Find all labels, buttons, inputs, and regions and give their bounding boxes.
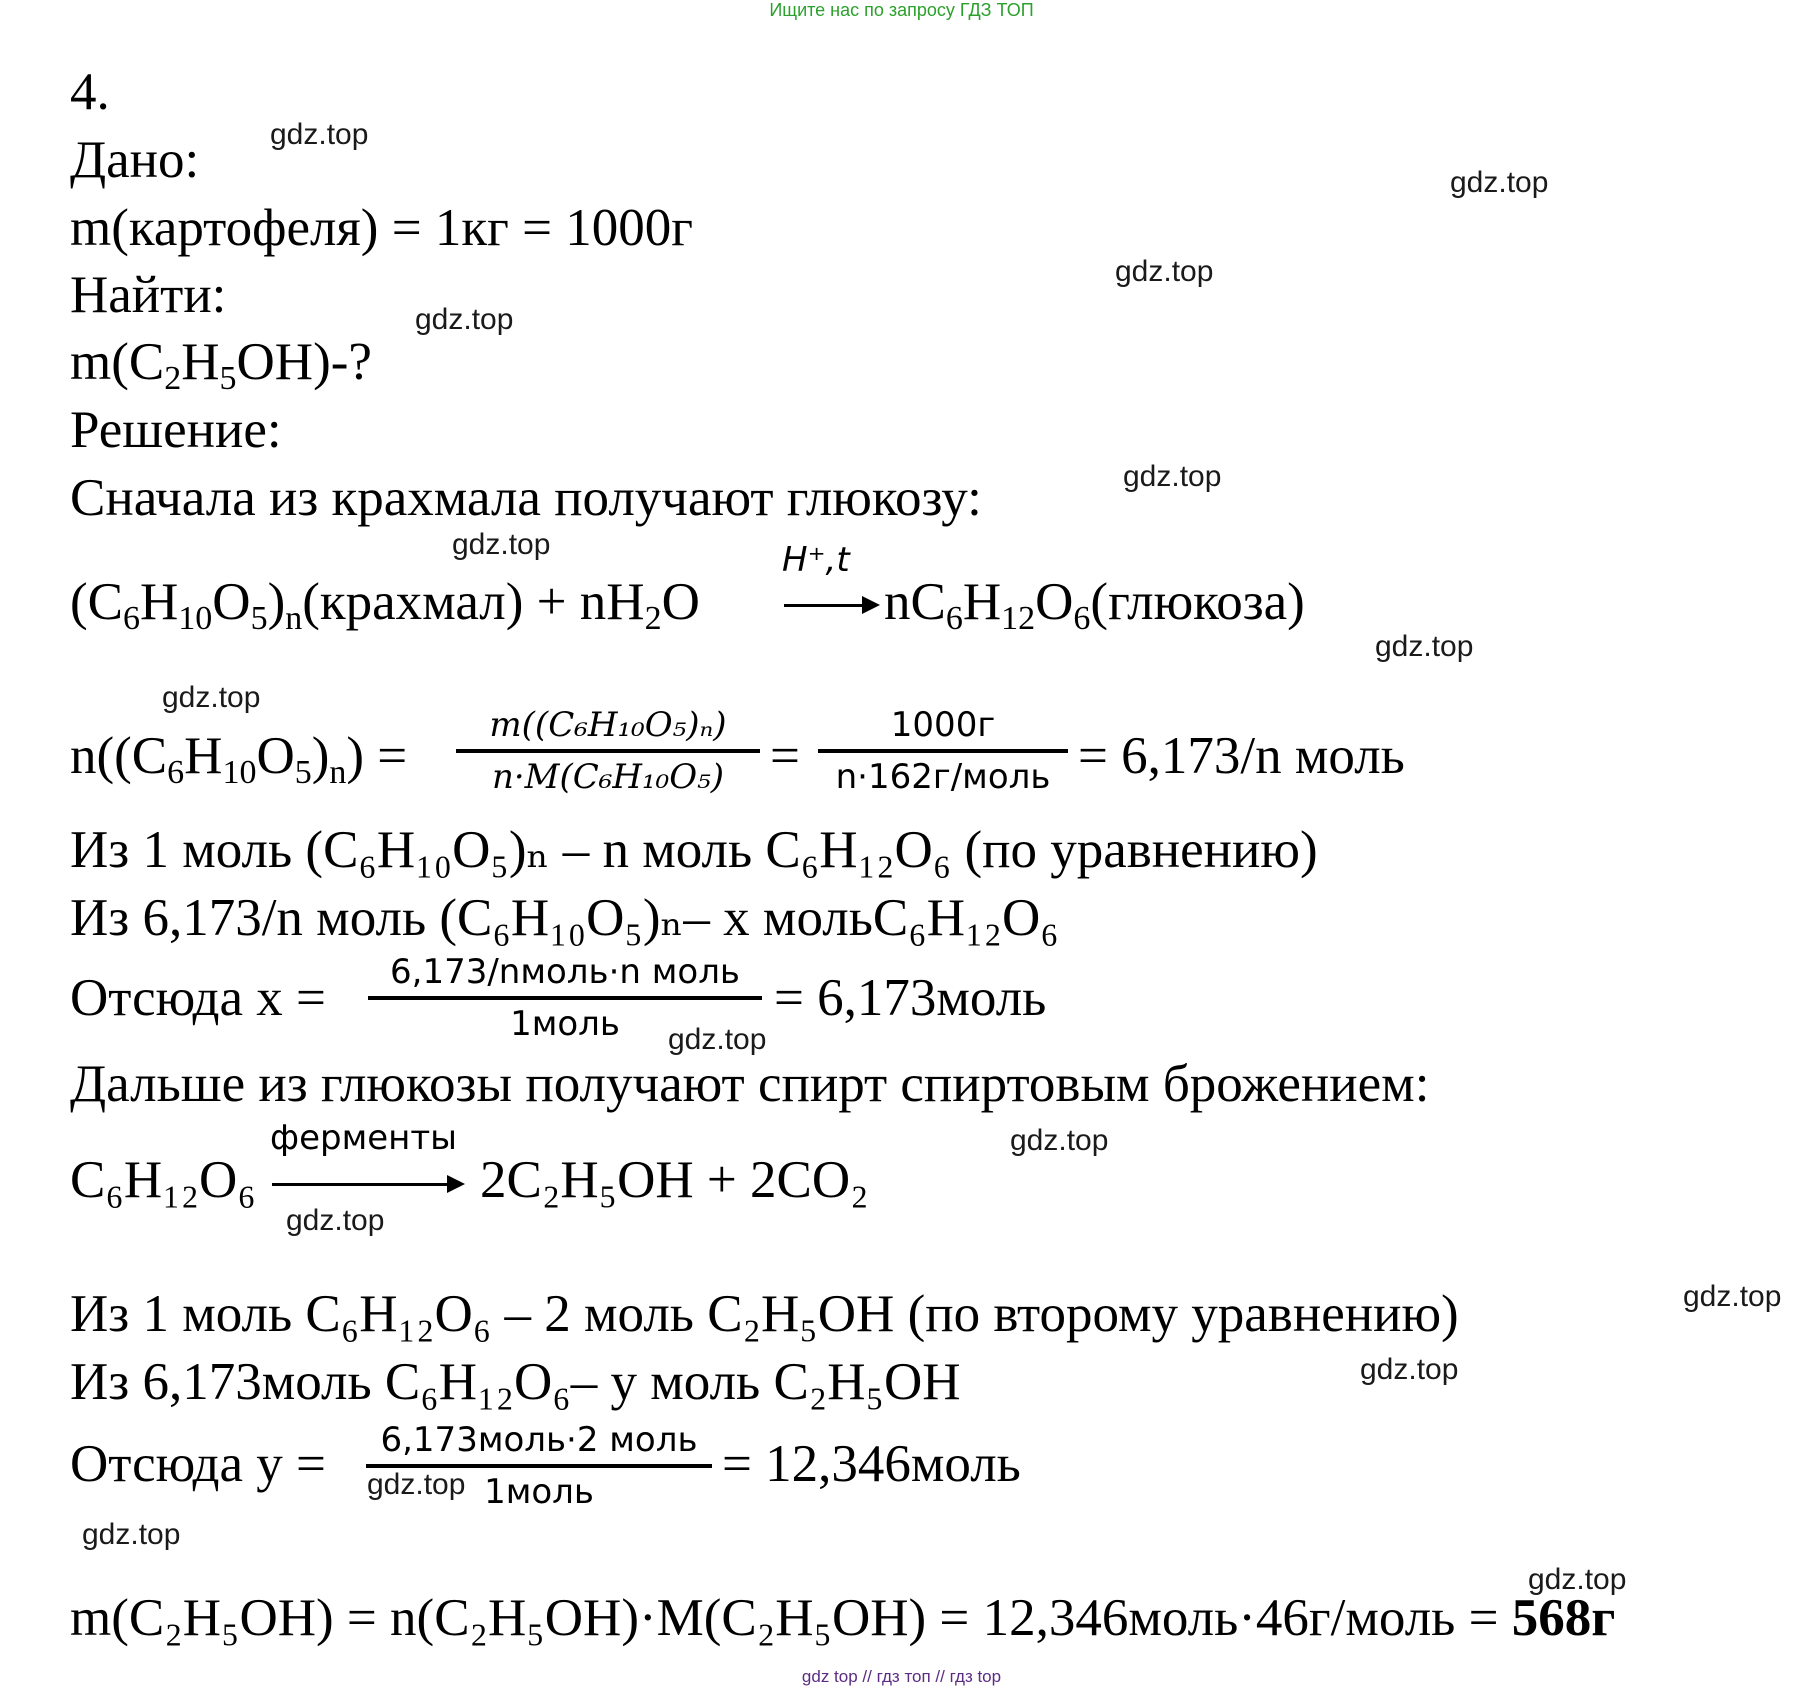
watermark: gdz.top <box>1528 1563 1627 1596</box>
find-suffix: OH)-? <box>236 333 372 391</box>
reaction2-arrow-head <box>447 1175 465 1193</box>
find-value: $m(C_2H_5OH)-$? <box>70 333 372 397</box>
final-answer: 568г <box>1511 1589 1616 1647</box>
reaction2-left: C₆H₁₂O₆ <box>70 1151 256 1209</box>
moles-fraction1: $\frac{\text{m((C₆H₁₀O₅)ₙ)}}{\text{n·M(C₆H₁₀O₅)}}$ <box>456 705 760 797</box>
watermark: gdz.top <box>1683 1280 1782 1313</box>
watermark: gdz.top <box>270 118 369 151</box>
watermark: gdz.top <box>1010 1124 1109 1157</box>
ratio2: Из 6,173/n моль (C₆H₁₀O₅)ₙ– x мольC₆H₁₂O₆ <box>70 889 1059 947</box>
reaction2-catalyst: ферменты <box>270 1118 458 1158</box>
x-prefix: Отсюда x = <box>70 969 326 1027</box>
moles-fraction2: 1000г n·162г/моль <box>818 705 1068 797</box>
y-result: = 12,346моль <box>722 1435 1021 1493</box>
watermark: gdz.top <box>82 1518 181 1551</box>
problem-number: 4. <box>70 63 110 121</box>
reaction1-catalyst: H⁺,t <box>782 540 850 580</box>
watermark: gdz.top <box>1115 255 1214 288</box>
top-banner[interactable]: Ищите нас по запросу ГДЗ ТОП <box>769 0 1034 20</box>
watermark: gdz.top <box>452 528 551 561</box>
y-fraction: 6,173моль·2 моль 1моль <box>366 1420 712 1512</box>
reaction2-right: 2C₂H₅OH + 2CO₂ <box>480 1151 869 1209</box>
reaction1-arrow-head <box>862 596 880 614</box>
moles-lhs: $n((C_6H_{10}O_5)_n)$ = <box>70 727 408 791</box>
given-label: Дано: <box>70 131 200 189</box>
reaction1-left: $(C_6H_{10}O_5)_n(крахмал) + nH_2O$ <box>70 573 700 637</box>
solution-label: Решение: <box>70 401 282 459</box>
moles-result: = 6,173/n моль <box>1078 727 1405 785</box>
reaction2-arrow <box>272 1183 452 1186</box>
watermark: gdz.top <box>668 1023 767 1056</box>
reaction1-right: $nC_6H_{12}O_6(глюкоза)$ <box>884 573 1305 637</box>
moles-eq: = <box>770 727 800 785</box>
ratio1: Из 1 моль (C₆H₁₀O₅)ₙ – n моль C₆H₁₂O₆ (по уравнению) <box>70 821 1318 879</box>
watermark: gdz.top <box>367 1468 466 1501</box>
final-calc: m(C₂H₅OH) = n(C₂H₅OH)·M(C₂H₅OH) = 12,346моль·46г/моль = 568г <box>70 1589 1616 1647</box>
find-label: Найти: <box>70 266 227 324</box>
watermark: gdz.top <box>1360 1353 1459 1386</box>
x-fraction: 6,173/nмоль·n моль 1моль <box>368 952 762 1044</box>
watermark: gdz.top <box>415 303 514 336</box>
y-prefix: Отсюда y = <box>70 1435 326 1493</box>
ratio3: Из 1 моль C₆H₁₂O₆ – 2 моль C₂H₅OH (по второму уравнению) <box>70 1285 1459 1343</box>
x-result: = 6,173моль <box>774 969 1047 1027</box>
bottom-banner[interactable]: gdz top // гдз топ // гдз top <box>801 1667 1002 1686</box>
step1-text: Сначала из крахмала получают глюкозу: <box>70 469 982 527</box>
watermark: gdz.top <box>1450 166 1549 199</box>
step2-text: Дальше из глюкозы получают спирт спиртовым брожением: <box>70 1055 1430 1113</box>
given-value: m(картофеля) = 1кг = 1000г <box>70 199 693 257</box>
find-mid: H <box>181 333 220 391</box>
watermark: gdz.top <box>286 1204 385 1237</box>
watermark: gdz.top <box>162 681 261 714</box>
find-prefix: m(C <box>70 333 165 391</box>
watermark: gdz.top <box>1375 630 1474 663</box>
watermark: gdz.top <box>1123 460 1222 493</box>
reaction1-arrow <box>784 604 869 607</box>
ratio4: Из 6,173моль C₆H₁₂O₆– y моль C₂H₅OH <box>70 1353 961 1411</box>
